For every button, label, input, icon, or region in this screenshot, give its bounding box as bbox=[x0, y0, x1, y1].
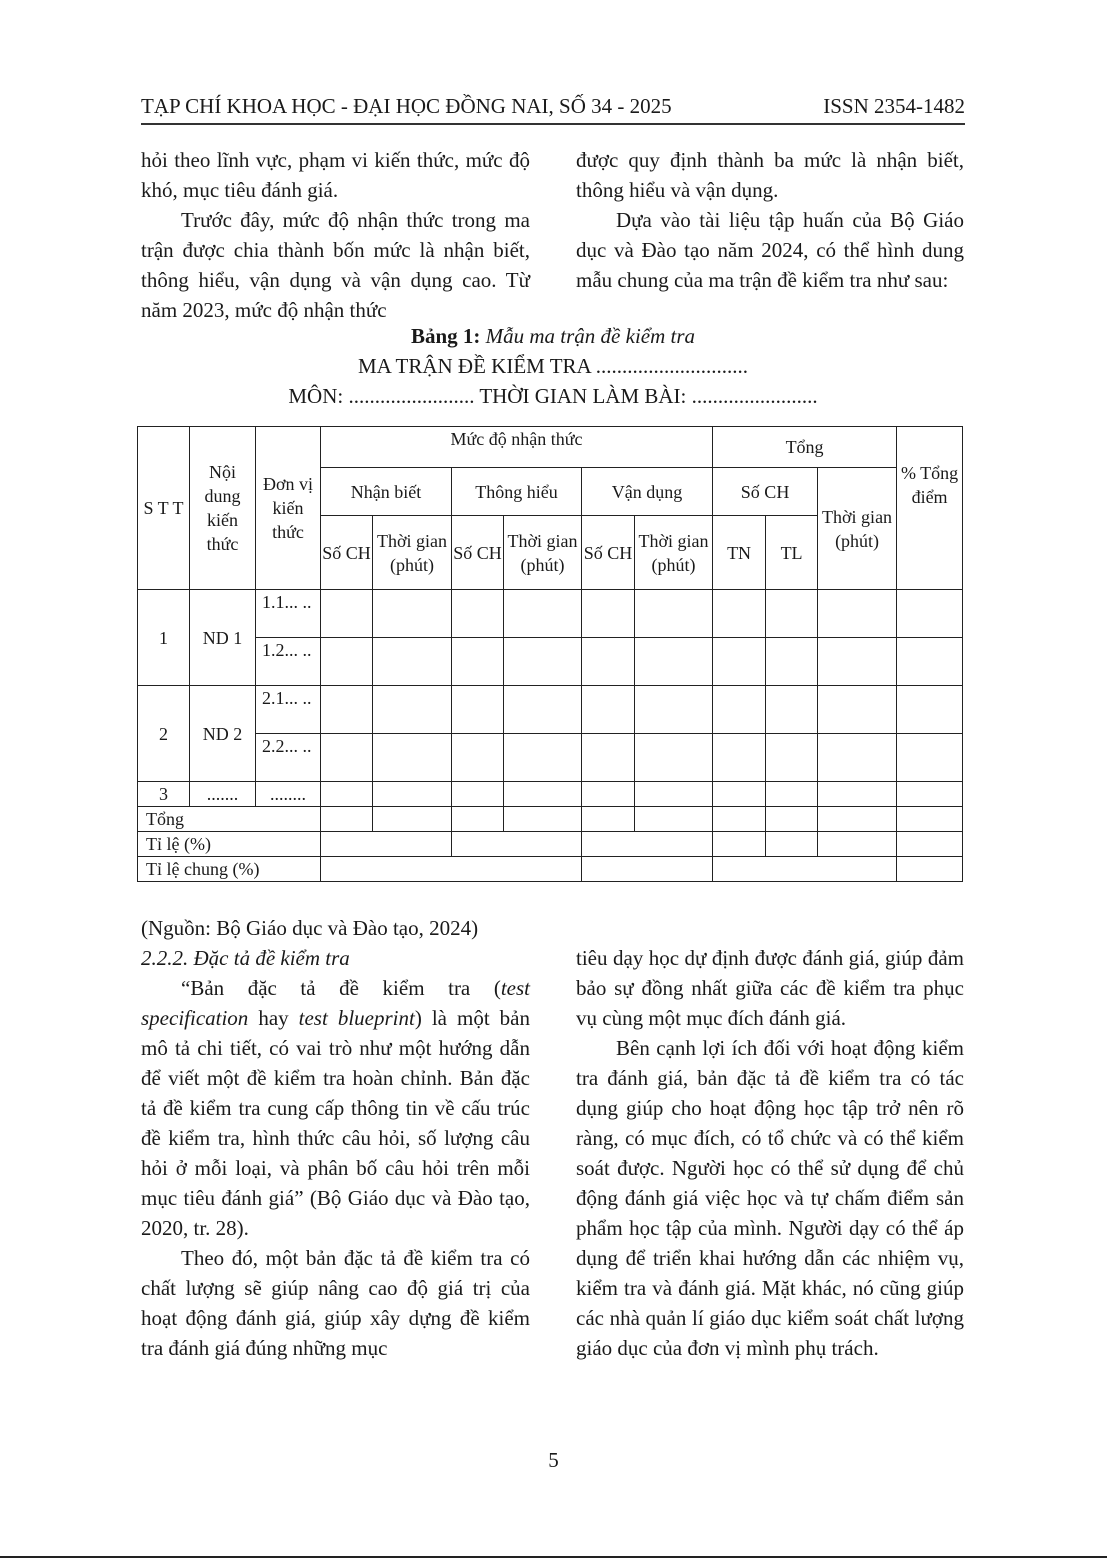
column-left-top bbox=[141, 145, 530, 325]
summary-label-total: Tổng bbox=[138, 807, 321, 832]
header-thoi-gian-th: Thời gian (phút) bbox=[504, 516, 582, 590]
header-so-ch-th: Số CH bbox=[452, 516, 504, 590]
table-row bbox=[138, 782, 963, 807]
table-row bbox=[138, 638, 963, 686]
paragraph: Theo đó, một bản đặc tả đề kiểm tra có chất lượng sẽ giúp nâng cao độ giá trị của hoạt động đánh giá, giúp xây dựng đề kiểm tra đánh giá đúng những mục bbox=[141, 1246, 530, 1360]
issn: ISSN 2354-1482 bbox=[823, 94, 965, 118]
header-thoi-gian: Thời gian (phút) bbox=[818, 468, 897, 590]
row-unit: 1.1... .. bbox=[256, 590, 321, 638]
summary-row-ratio-common bbox=[138, 857, 963, 882]
row-stt: 2 bbox=[138, 686, 190, 782]
header-content: Nội dung kiến thức bbox=[190, 427, 256, 590]
paragraph: Trước đây, mức độ nhận thức trong ma trận được chia thành bốn mức là nhận biết, thông hiểu, vận dụng và vận dụng cao. Từ năm 2023, mức độ nhận thức bbox=[141, 208, 530, 322]
header-tl: TL bbox=[766, 516, 818, 590]
table-caption-label: Bảng 1: bbox=[410, 324, 481, 348]
row-unit: ........ bbox=[256, 782, 321, 807]
row-content: ....... bbox=[190, 782, 256, 807]
header-total: Tổng bbox=[713, 427, 897, 468]
header-nhan-biet: Nhận biết bbox=[321, 468, 452, 516]
matrix-subtitle: MÔN: ........................ THỜI GIAN LÀM BÀI: ........................ bbox=[288, 384, 818, 408]
header-rule bbox=[141, 123, 965, 125]
section-heading: 2.2.2. Đặc tả đề kiểm tra bbox=[141, 946, 350, 970]
summary-label-ratio-common: Tỉ lệ chung (%) bbox=[138, 857, 321, 882]
header-so-ch-vd: Số CH bbox=[582, 516, 635, 590]
row-content: ND 2 bbox=[190, 686, 256, 782]
header-so-ch-nb: Số CH bbox=[321, 516, 373, 590]
header-stt: S T T bbox=[138, 427, 190, 590]
paragraph: tiêu dạy học dự định được đánh giá, giúp đảm bảo sự đồng nhất giữa các đề kiểm tra phục vụ cùng một mục đích đánh giá. bbox=[576, 946, 964, 1030]
header-unit: Đơn vị kiến thức bbox=[256, 427, 321, 590]
summary-row-ratio bbox=[138, 832, 963, 857]
header-tn: TN bbox=[713, 516, 766, 590]
paragraph: Dựa vào tài liệu tập huấn của Bộ Giáo dục và Đào tạo năm 2024, có thể hình dung mẫu chung của ma trận đề kiểm tra như sau: bbox=[576, 208, 964, 292]
page-number: 5 bbox=[548, 1448, 559, 1472]
source-note: (Nguồn: Bộ Giáo dục và Đào tạo, 2024) bbox=[141, 916, 479, 940]
column-right-bottom bbox=[576, 943, 964, 1363]
header-thong-hieu: Thông hiểu bbox=[452, 468, 582, 516]
table-row bbox=[138, 590, 963, 638]
running-header bbox=[141, 94, 965, 119]
row-content: ND 1 bbox=[190, 590, 256, 686]
column-left-bottom bbox=[141, 913, 530, 1363]
header-thoi-gian-nb: Thời gian (phút) bbox=[373, 516, 452, 590]
header-van-dung: Vận dụng bbox=[582, 468, 713, 516]
bottom-rule bbox=[0, 1556, 1107, 1558]
header-level: Mức độ nhận thức bbox=[321, 427, 713, 468]
table-row bbox=[138, 686, 963, 734]
matrix-title: MA TRẬN ĐỀ KIỂM TRA ............................. bbox=[357, 354, 749, 378]
row-unit: 2.1... .. bbox=[256, 686, 321, 734]
paragraph: hỏi theo lĩnh vực, phạm vi kiến thức, mức độ khó, mục tiêu đánh giá. bbox=[141, 148, 530, 202]
header-percent: % Tổng điểm bbox=[897, 427, 963, 590]
table-row bbox=[138, 734, 963, 782]
paragraph: được quy định thành ba mức là nhận biết, thông hiểu và vận dụng. bbox=[576, 148, 964, 202]
row-unit: 2.2... .. bbox=[256, 734, 321, 782]
summary-label-ratio: Tỉ lệ (%) bbox=[138, 832, 321, 857]
header-so-ch: Số CH bbox=[713, 468, 818, 516]
exam-matrix-table bbox=[137, 426, 963, 882]
paragraph: Bên cạnh lợi ích đối với hoạt động kiểm tra đánh giá, bản đặc tả đề kiểm tra có tác dụng giúp cho hoạt động học tập trở nên rõ ràng, có mục đích, có tổ chức và có thể kiểm soát được. Người học có thể sử dụng để chủ động đánh giá việc học và tự chấm điểm sản phẩm học tập của mình. Người dạy có thể áp dụng để triển khai hướng dẫn các nhiệm vụ, kiểm tra và đánh giá. Mặt khác, nó cũng giúp các nhà quản lí giáo dục kiểm soát chất lượng giáo dục của đơn vị mình phụ trách. bbox=[576, 1036, 964, 1360]
row-unit: 1.2... .. bbox=[256, 638, 321, 686]
table-caption-title: Mẫu ma trận đề kiểm tra bbox=[485, 324, 696, 348]
table-caption bbox=[141, 324, 965, 349]
column-right-top bbox=[576, 145, 964, 295]
journal-title: TẠP CHÍ KHOA HỌC - ĐẠI HỌC ĐỒNG NAI, SỐ 34 - 2025 bbox=[141, 94, 672, 118]
header-thoi-gian-vd: Thời gian (phút) bbox=[635, 516, 713, 590]
paragraph: “Bản đặc tả đề kiểm tra (test specification hay test blueprint) là một bản mô tả chi tiết, có vai trò như một hướng dẫn để viết một đề kiểm tra hoàn chỉnh. Bản đặc tả đề kiểm tra cung cấp thông tin về cấu trúc đề kiểm tra, hình thức câu hỏi, số lượng câu hỏi ở mỗi loại, và phân bố câu hỏi trên mỗi mục tiêu đánh giá” (Bộ Giáo dục và Đào tạo, 2020, tr. 28). bbox=[141, 976, 530, 1240]
row-stt: 1 bbox=[138, 590, 190, 686]
row-stt: 3 bbox=[138, 782, 190, 807]
summary-row-total bbox=[138, 807, 963, 832]
